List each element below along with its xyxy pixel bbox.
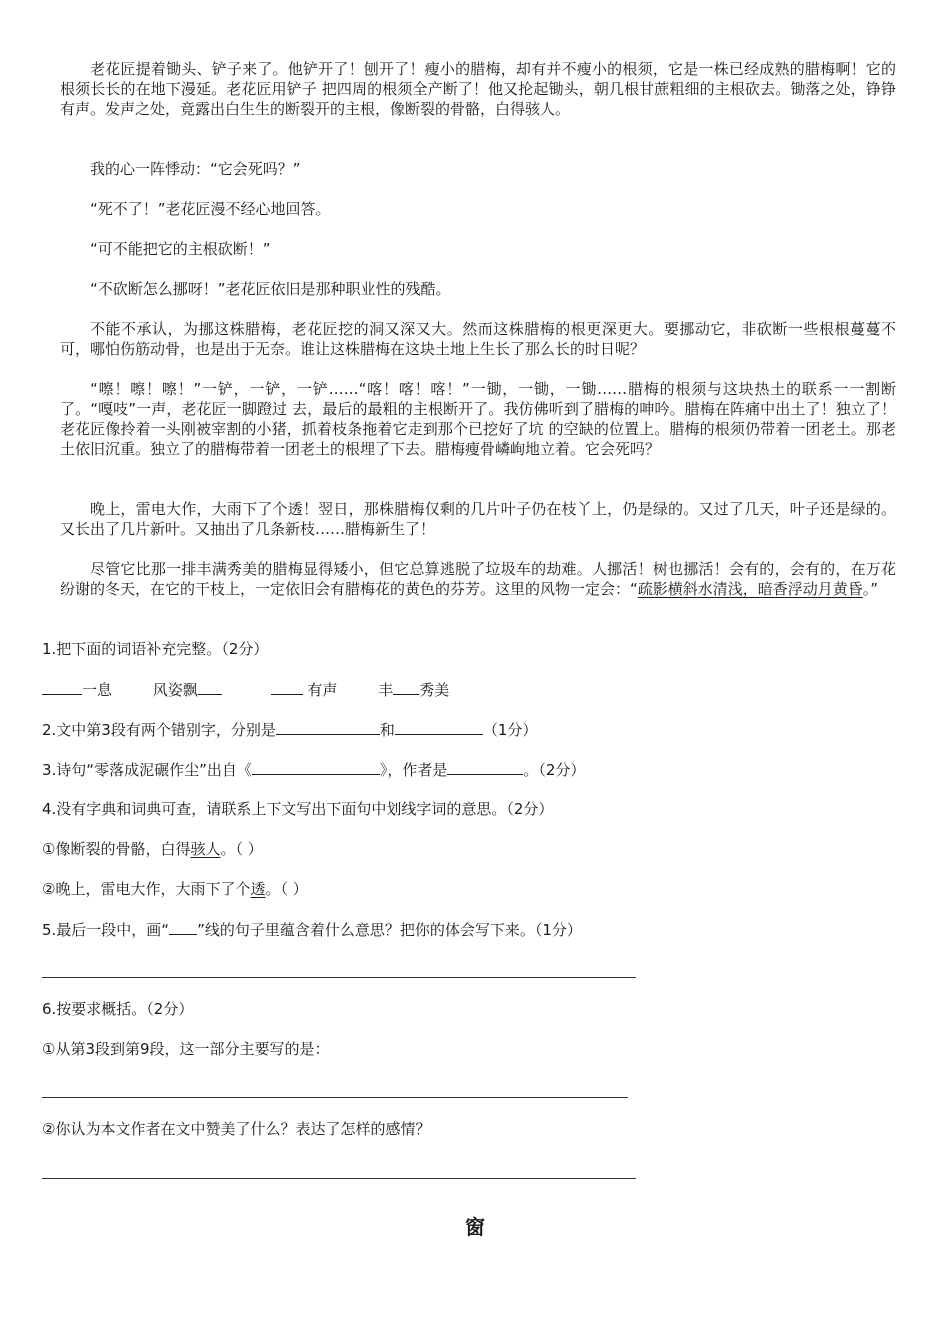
question-3-text: 3.诗句“零落成泥碾作尘”出自《 (42, 761, 252, 779)
question-4a-paren: 。（ ） (220, 840, 263, 858)
question-4: 4.没有字典和词典可查，请联系上下文写出下面句中划线字词的意思。（2分） (42, 800, 554, 818)
blank-1a[interactable] (42, 679, 82, 695)
question-4a-text: ①像断裂的骨骼，白得 (42, 840, 191, 858)
next-article-title: 窗 (465, 1215, 485, 1239)
question-5-line-marker (169, 919, 197, 935)
question-1-terms (42, 679, 449, 700)
underlined-word-tou: 透 (250, 880, 266, 898)
question-4a (42, 839, 263, 859)
term-1: 一息 (82, 681, 113, 699)
question-4b-paren: 。（ ） (265, 880, 308, 898)
blank-1c[interactable] (271, 679, 303, 695)
term-5: 秀美 (419, 681, 450, 699)
question-2 (42, 719, 537, 740)
paragraph-7: “嚓！嚓！嚓！”一铲，一铲，一铲……“喀！喀！喀！”一锄，一锄，一锄……腊梅的根须与这块热土的联系一一割断了。“嘎吱”一声，老花匠一脚蹬过 去，最后的最粗的主根断开了。我仿佛听到了腊梅的呻吟。腊梅在阵痛中出土了！独立了！老花匠像拎着一头刚被宰割的小猪，抓着枝条拖着它走到那个已挖好了坑 的空缺的位置上。腊梅的根须仍带着一团老土。那老土依旧沉重。独立了的腊梅带着一团老土的根埋了下去。腊梅瘦骨嶙峋地立着。它会死吗？ (60, 380, 896, 458)
question-3-points: 。（2分） (523, 761, 586, 779)
question-5 (42, 919, 582, 940)
question-6: 6.按要求概括。（2分） (42, 1000, 194, 1018)
question-4b-text: ②晚上，雷电大作，大雨下了个 (42, 880, 251, 898)
paragraph-3: “死不了！”老花匠漫不经心地回答。 (90, 200, 331, 218)
question-2-points: （1分） (482, 721, 538, 739)
paragraph-9-end: 。” (862, 580, 879, 598)
blank-2b[interactable] (395, 719, 483, 735)
answer-line-6b[interactable] (42, 1177, 636, 1179)
paragraph-2: 我的心一阵悸动：“它会死吗？” (90, 160, 301, 178)
paragraph-9-text: 尽管它比那一排丰满秀美的腊梅显得矮小，但它总算逃脱了垃圾车的劫难。人挪活！树也挪活！会有的，会有的，在万花纷谢的冬天，在它的干枝上，一定依旧会有腊梅花的黄色的芬芳。这里的风物一定会：“ (60, 560, 896, 598)
paragraph-5: “不砍断怎么挪呀！”老花匠依旧是那种职业性的残酷。 (90, 280, 451, 298)
question-5-text-end: ”线的句子里蕴含着什么意思？把你的体会写下来。（1分） (197, 921, 582, 939)
paragraph-9 (60, 559, 896, 599)
underlined-poem-line: 疏影横斜水清浅，暗香浮动月黄昏 (637, 580, 863, 598)
blank-1d[interactable] (393, 679, 419, 695)
term-4: 丰 (378, 681, 394, 699)
term-2: 风姿飘 (152, 681, 198, 699)
paragraph-4: “可不能把它的主根砍断！” (90, 240, 271, 258)
blank-1b[interactable] (198, 679, 222, 695)
underlined-word-hairen: 骇人 (190, 840, 221, 858)
question-2-and: 和 (379, 721, 395, 739)
question-6b: ②你认为本文作者在文中赞美了什么？表达了怎样的感情？ (42, 1120, 431, 1138)
paragraph-1: 老花匠提着锄头、铲子来了。他铲开了！刨开了！瘦小的腊梅，却有并不瘦小的根须，它是一株已经成熟的腊梅啊！它的根须长长的在地下漫延。老花匠用铲子 把四周的根须全产断了！他又抡起锄头，朝几根甘蔗粗细的主根砍去。锄落之处，铮铮有声。发声之处，竟露出白生生的断裂开的主根，像断裂的骨骼，白得骇人。 (60, 60, 896, 118)
blank-3a[interactable] (252, 759, 380, 775)
blank-3b[interactable] (447, 759, 523, 775)
answer-line-5[interactable] (42, 976, 636, 978)
answer-line-6a[interactable] (42, 1096, 628, 1098)
question-2-text: 2.文中第3段有两个错别字，分别是 (42, 721, 276, 739)
paragraph-6: 不能不承认，为挪这株腊梅，老花匠挖的洞又深又大。然而这株腊梅的根更深更大。要挪动它，非砍断一些根根蔓蔓不可，哪怕伤筋动骨，也是出于无奈。谁让这株腊梅在这块土地上生长了那么长的时日呢？ (60, 320, 896, 358)
term-3: 有声 (307, 681, 338, 699)
question-3 (42, 759, 585, 780)
question-5-text: 5.最后一段中，画“ (42, 921, 170, 939)
blank-2a[interactable] (276, 719, 380, 735)
question-1: 1.把下面的词语补充完整。（2分） (42, 640, 269, 658)
paragraph-8: 晚上，雷电大作，大雨下了个透！翌日，那株腊梅仅剩的几片叶子仍在枝丫上，仍是绿的。又过了几天，叶子还是绿的。又长出了几片新叶。又抽出了几条新枝……腊梅新生了！ (60, 500, 896, 538)
question-4b (42, 879, 308, 899)
question-6a: ①从第3段到第9段，这一部分主要写的是： (42, 1040, 330, 1058)
question-3-author-label: 》，作者是 (379, 761, 448, 779)
